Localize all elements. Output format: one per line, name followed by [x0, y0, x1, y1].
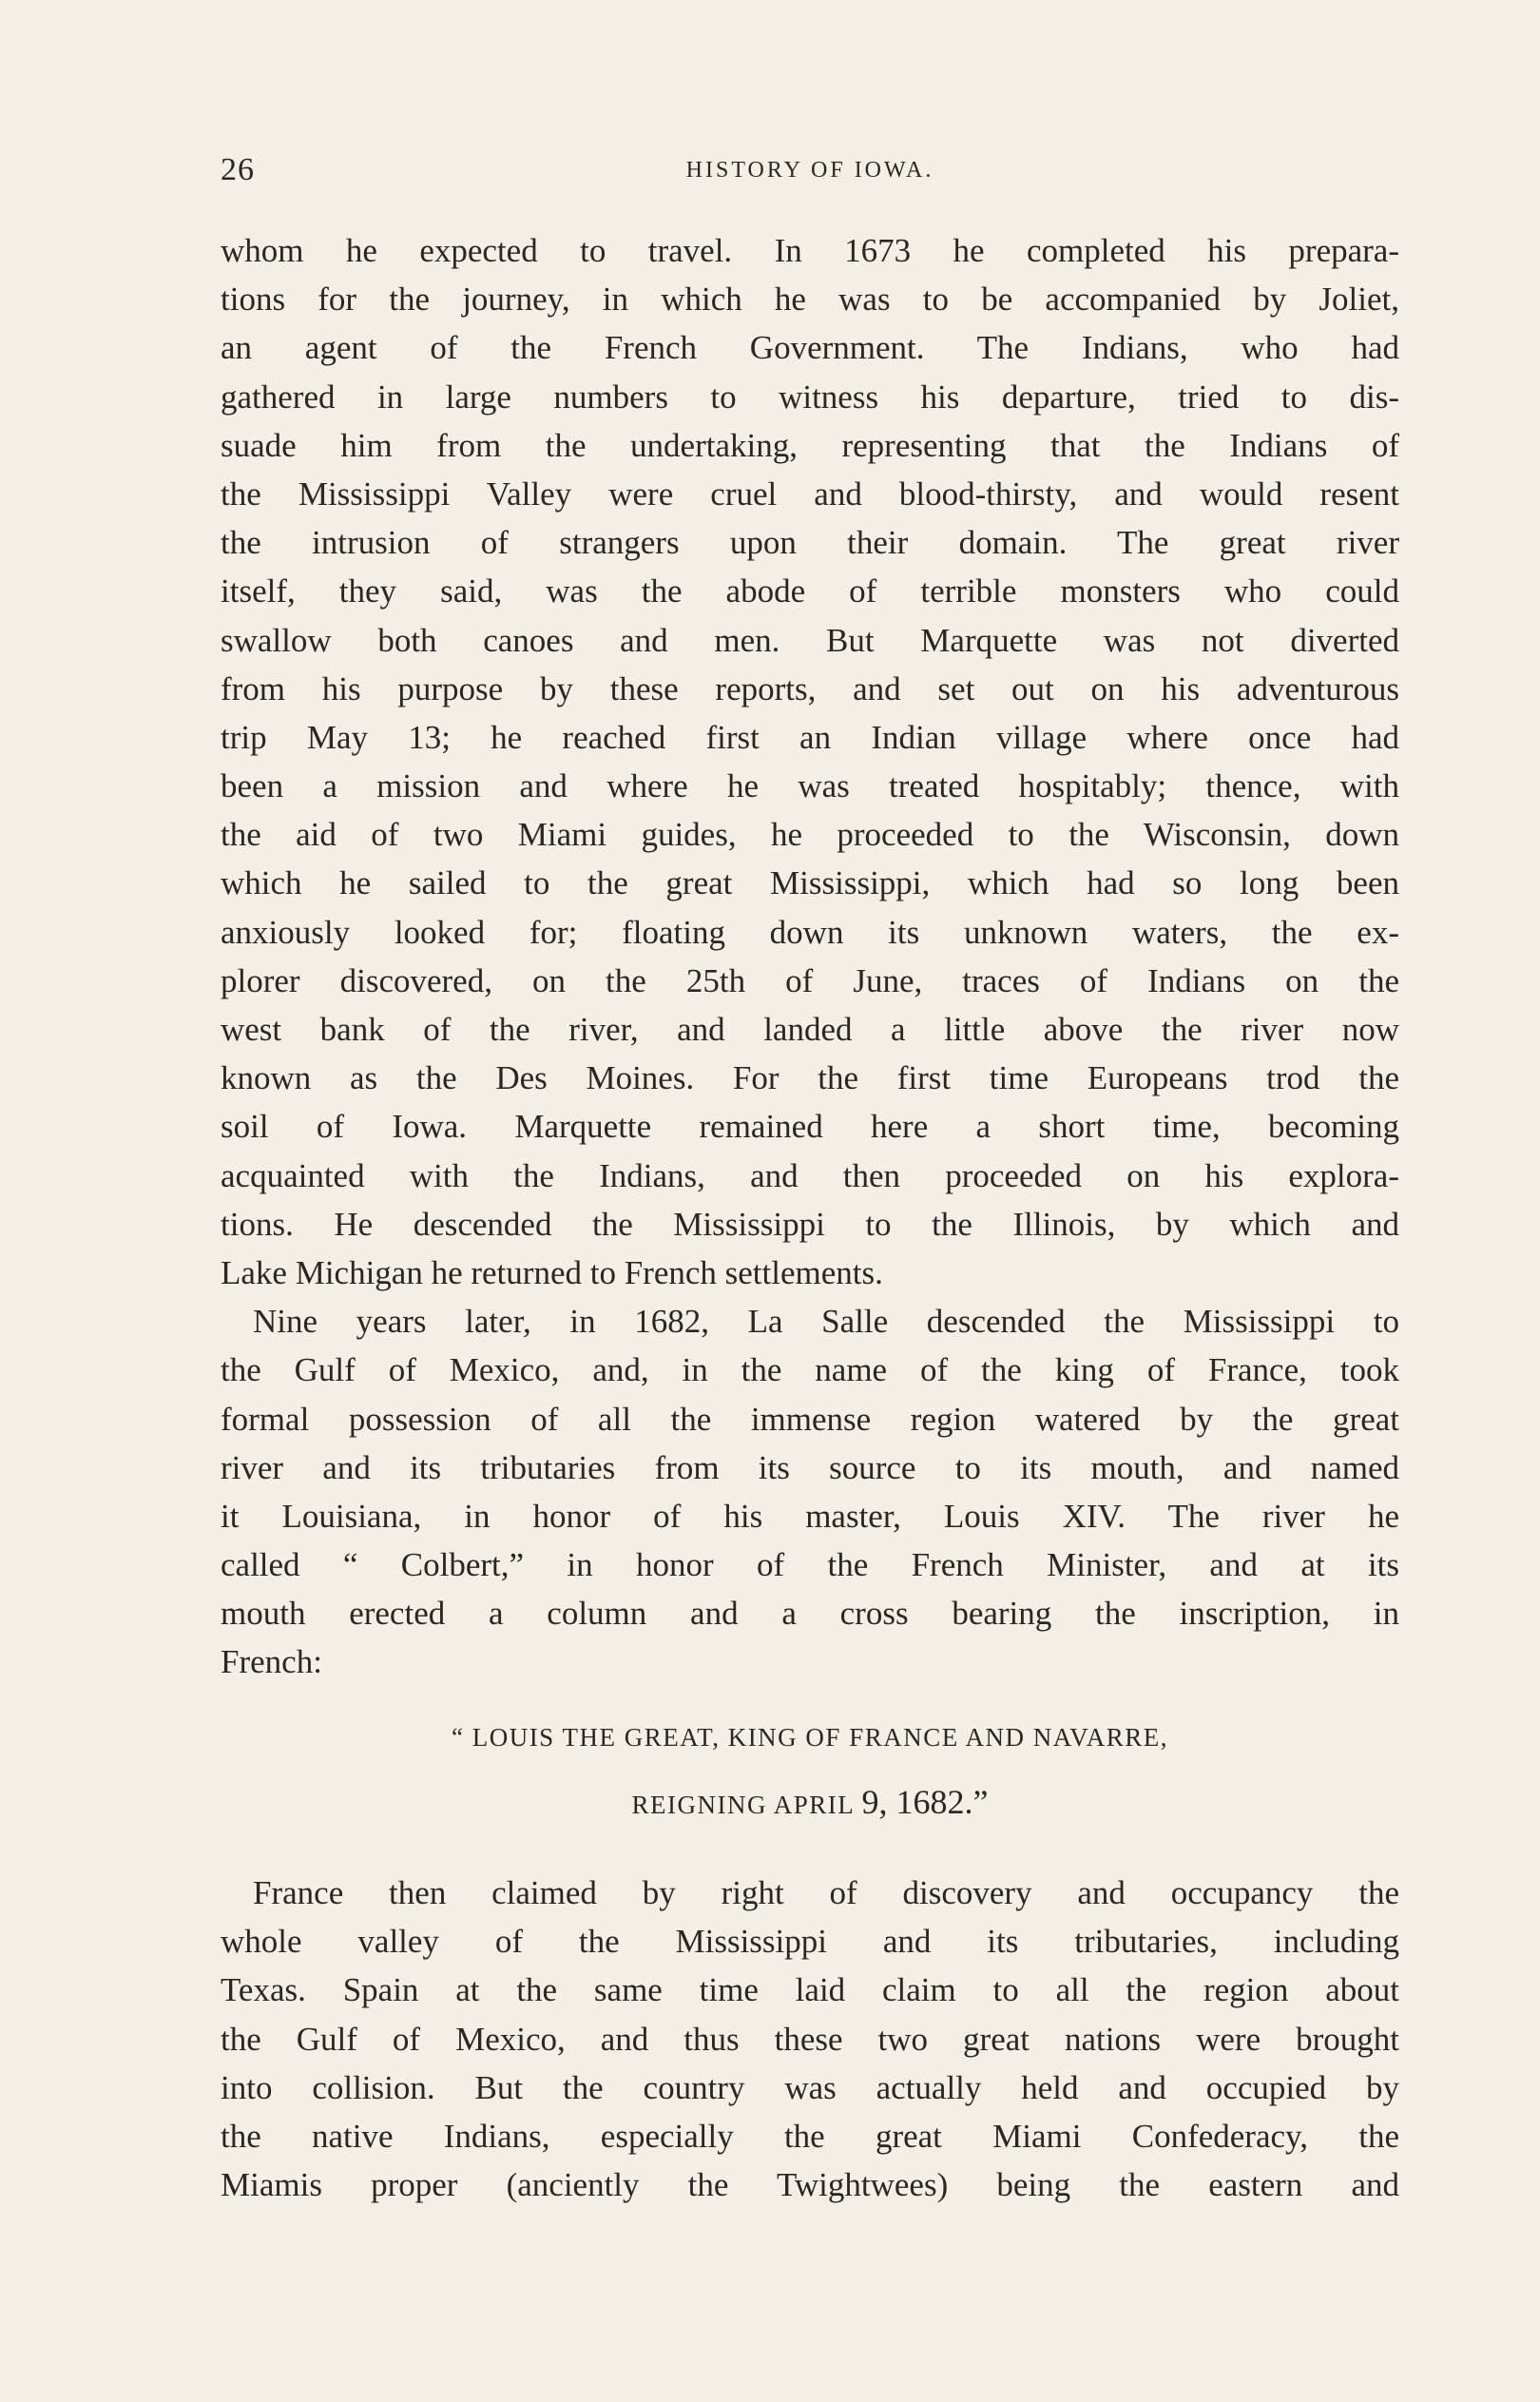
text-line: west bank of the river, and landed a little above the river now — [221, 1011, 1399, 1048]
text-line: the Gulf of Mexico, and thus these two great nations were brought — [221, 2020, 1399, 2058]
body-text-upper — [221, 226, 1399, 1687]
page-header — [221, 152, 1399, 200]
text-line: plorer discovered, on the 25th of June, traces of Indians on the — [221, 961, 1399, 999]
text-line: anxiously looked for; floating down its unknown waters, the ex- — [221, 913, 1399, 951]
text-line: an agent of the French Government. The Indians, who had — [221, 329, 1399, 367]
paragraph-france-claims — [221, 1869, 1399, 2209]
text-line: into collision. But the country was actually held and occupied by — [221, 2068, 1399, 2106]
text-line: French: — [221, 1643, 322, 1681]
text-line: the aid of two Miami guides, he proceeded to the Wisconsin, down — [221, 816, 1399, 854]
text-line: Texas. Spain at the same time laid claim to all the region about — [221, 1971, 1399, 2009]
paragraph-marquette-voyage — [221, 226, 1399, 1297]
text-line: Lake Michigan he returned to French settlements. — [221, 1253, 883, 1291]
running-head: HISTORY OF IOWA. — [685, 158, 934, 183]
text-line: river and its tributaries from its source to its mouth, and named — [221, 1448, 1399, 1486]
text-line: the intrusion of strangers upon their domain. The great river — [221, 524, 1399, 562]
text-line: the Gulf of Mexico, and, in the name of the king of France, took — [221, 1351, 1399, 1389]
body-text-lower — [221, 1869, 1399, 2209]
text-line: which he sailed to the great Mississippi, which had so long been — [221, 864, 1399, 902]
inscription-line-1: “ LOUIS THE GREAT, KING OF FRANCE AND NAVARRE, — [451, 1723, 1169, 1752]
inscription-line-2 — [221, 1782, 1399, 1822]
inscription-reigning-text: REIGNING APRIL — [631, 1791, 862, 1819]
text-line: been a mission and where he was treated hospitably; thence, with — [221, 767, 1399, 805]
text-line: known as the Des Moines. For the first time Europeans trod the — [221, 1059, 1399, 1097]
text-line: the native Indians, especially the great Miami Confederacy, the — [221, 2117, 1399, 2155]
text-line: trip May 13; he reached first an Indian village where once had — [221, 718, 1399, 756]
text-line: whole valley of the Mississippi and its tributaries, including — [221, 1923, 1399, 1961]
text-line: Miamis proper (anciently the Twightwees) being the eastern and — [221, 2166, 1399, 2204]
page-number: 26 — [221, 152, 255, 187]
text-line: formal possession of all the immense region watered by the great — [221, 1400, 1399, 1438]
text-line: called “ Colbert,” in honor of the French Minister, and at its — [221, 1546, 1399, 1584]
text-line: whom he expected to travel. In 1673 he completed his prepara- — [221, 232, 1399, 269]
text-line: tions for the journey, in which he was to be accompanied by Joliet, — [221, 281, 1399, 319]
text-line: France then claimed by right of discovery and occupancy the — [253, 1874, 1399, 1911]
text-line: swallow both canoes and men. But Marquette was not diverted — [221, 621, 1399, 659]
text-line: acquainted with the Indians, and then proceeded on his explora- — [221, 1156, 1399, 1194]
text-line: it Louisiana, in honor of his master, Louis XIV. The river he — [221, 1497, 1399, 1535]
text-line: itself, they said, was the abode of terrible monsters who could — [221, 572, 1399, 610]
text-line: Nine years later, in 1682, La Salle descended the Mississippi to — [253, 1303, 1399, 1341]
paragraph-la-salle — [221, 1297, 1399, 1687]
text-line: soil of Iowa. Marquette remained here a short time, becoming — [221, 1108, 1399, 1146]
text-line: gathered in large numbers to witness his departure, tried to dis- — [221, 378, 1399, 416]
inscription-date: 9, 1682.” — [861, 1783, 989, 1821]
text-line: the Mississippi Valley were cruel and blood-thirsty, and would resent — [221, 475, 1399, 513]
text-line: mouth erected a column and a cross bearing the inscription, in — [221, 1595, 1399, 1633]
text-line: from his purpose by these reports, and set out on his adventurous — [221, 669, 1399, 707]
text-line: tions. He descended the Mississippi to the Illinois, by which and — [221, 1205, 1399, 1243]
text-line: suade him from the undertaking, representing that the Indians of — [221, 426, 1399, 464]
